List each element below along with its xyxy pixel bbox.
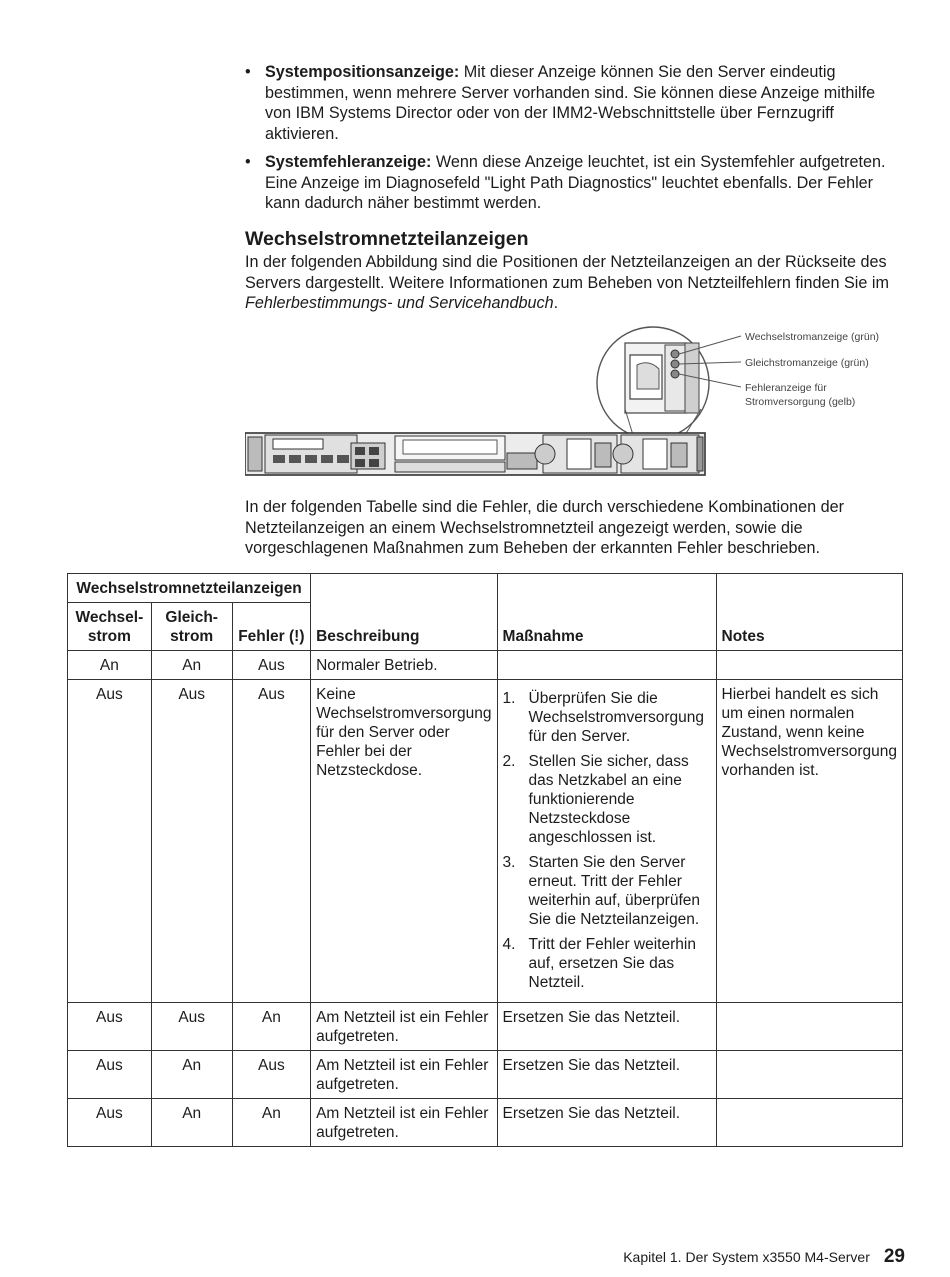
cell-action: Ersetzen Sie das Netzteil. — [497, 1003, 716, 1051]
cell-ac: Aus — [68, 1099, 152, 1147]
step-text: Überprüfen Sie die Wechselstromversorgung für den Server. — [528, 690, 704, 745]
cell-description: Am Netzteil ist ein Fehler aufgetreten. — [311, 1051, 497, 1099]
intro-end: . — [553, 294, 559, 312]
bullet-term: Systempositionsanzeige: — [265, 63, 460, 81]
power-led-table — [67, 573, 903, 1147]
cell-dc: An — [151, 651, 232, 680]
table-row — [68, 1099, 903, 1147]
bullet-text: Wenn diese Anzeige leuchtet, ist ein Systemfehler aufgetreten. Eine Anzeige im Diagnosefeld "Light Path Diagnostics" leuchtet ebenfalls. Der Fehler kann dadurch näher bestimmt werden. — [265, 153, 886, 212]
cell-fault: Aus — [232, 680, 310, 1003]
header-fault: Fehler (!) — [232, 603, 310, 651]
step-number: 4. — [502, 936, 516, 953]
cell-dc: An — [151, 1099, 232, 1147]
cell-ac: Aus — [68, 1051, 152, 1099]
action-step — [503, 689, 711, 746]
bullet-dot: • — [245, 153, 251, 171]
bullet-text: Mit dieser Anzeige können Sie den Server eindeutig bestimmen, wenn mehrere Server vorhanden sind. Sie können diese Anzeige mithilfe von IBM Systems Director oder von der IMM2-Webschnittstelle über Fernzugriff aktivieren. — [265, 63, 876, 143]
power-supply-led-figure — [245, 325, 905, 490]
cell-notes — [716, 651, 902, 680]
step-number: 1. — [502, 690, 516, 707]
step-text: Starten Sie den Server erneut. Tritt der Fehler weiterhin auf, überprüfen Sie die Netzteilanzeigen. — [528, 854, 701, 928]
cell-notes — [716, 1099, 902, 1147]
manual-title: Fehlerbestimmungs- und Servicehandbuch — [245, 294, 554, 312]
table-header-row — [68, 574, 903, 603]
step-number: 3. — [502, 854, 516, 871]
cell-fault: Aus — [232, 1051, 310, 1099]
cell-action: Ersetzen Sie das Netzteil. — [497, 1051, 716, 1099]
cell-notes — [716, 1003, 902, 1051]
cell-fault: An — [232, 1003, 310, 1051]
cell-ac: Aus — [68, 680, 152, 1003]
header-dc: Gleich- strom — [151, 603, 232, 651]
page-number: 29 — [883, 1246, 905, 1267]
bullet-list — [245, 62, 905, 222]
cell-notes — [716, 1051, 902, 1099]
callout-fault-led: Fehleranzeige für — [745, 382, 827, 394]
server-rear-illustration — [245, 325, 905, 490]
bullet-dot: • — [245, 63, 251, 81]
cell-notes: Hierbei handelt es sich um einen normalen Zustand, wenn keine Wechselstromversorgung vorhanden ist. — [716, 680, 902, 1003]
callout-dc-led: Gleichstromanzeige (grün) — [745, 357, 869, 369]
table-row — [68, 1051, 903, 1099]
step-text: Stellen Sie sicher, dass das Netzkabel an eine funktionierende Netzsteckdose angeschlossen ist. — [528, 753, 689, 846]
cell-dc: Aus — [151, 1003, 232, 1051]
section-intro — [245, 252, 905, 314]
header-description: Beschreibung — [311, 574, 497, 651]
dc-led-icon — [671, 360, 679, 368]
section-title: Wechselstromnetzteilanzeigen — [245, 228, 529, 250]
fault-led-icon — [671, 370, 679, 378]
cell-dc: An — [151, 1051, 232, 1099]
table-row — [68, 1003, 903, 1051]
bullet-term: Systemfehleranzeige: — [265, 153, 432, 171]
intro-text: In der folgenden Abbildung sind die Positionen der Netzteilanzeigen an der Rückseite des Servers dargestellt. Weitere Informationen zum Beheben von Netzteilfehlern finden Sie im — [245, 253, 889, 292]
cell-description: Normaler Betrieb. — [311, 651, 497, 680]
ac-led-icon — [671, 350, 679, 358]
chapter-title: Kapitel 1. Der System x3550 M4-Server — [623, 1249, 870, 1265]
action-steps — [503, 689, 711, 992]
bullet-item — [245, 152, 905, 214]
cell-description: Keine Wechselstromversorgung für den Server oder Fehler bei der Netzsteckdose. — [311, 680, 497, 1003]
action-step — [503, 752, 711, 847]
table-intro: In der folgenden Tabelle sind die Fehler, die durch verschiedene Kombinationen der Netzteilanzeigen an einem Wechselstromnetzteil angezeigt werden, sowie die vorgeschlagenen Maßnahmen zum Beheben der erkannten Fehler beschrieben. — [245, 498, 845, 557]
cell-description: Am Netzteil ist ein Fehler aufgetreten. — [311, 1003, 497, 1051]
cell-action: Ersetzen Sie das Netzteil. — [497, 1099, 716, 1147]
action-step — [503, 935, 711, 992]
cell-description: Am Netzteil ist ein Fehler aufgetreten. — [311, 1099, 497, 1147]
callout-ac-led: Wechselstromanzeige (grün) — [745, 331, 880, 343]
cell-fault: Aus — [232, 651, 310, 680]
callout-fault-led-2: Stromversorgung (gelb) — [745, 396, 856, 408]
group-header: Wechselstromnetzteilanzeigen — [68, 574, 311, 603]
cell-ac: Aus — [68, 1003, 152, 1051]
bullet-item — [245, 62, 905, 144]
action-step — [503, 853, 711, 929]
header-action: Maßnahme — [497, 574, 716, 651]
cell-fault: An — [232, 1099, 310, 1147]
table-row — [68, 680, 903, 1003]
step-text: Tritt der Fehler weiterhin auf, ersetzen Sie das Netzteil. — [528, 936, 696, 991]
header-notes: Notes — [716, 574, 902, 651]
page-footer — [623, 1247, 905, 1268]
cell-action — [497, 680, 716, 1003]
header-ac: Wechsel- strom — [68, 603, 152, 651]
cell-dc: Aus — [151, 680, 232, 1003]
cell-action — [497, 651, 716, 680]
cell-ac: An — [68, 651, 152, 680]
table-row — [68, 651, 903, 680]
step-number: 2. — [502, 753, 516, 770]
